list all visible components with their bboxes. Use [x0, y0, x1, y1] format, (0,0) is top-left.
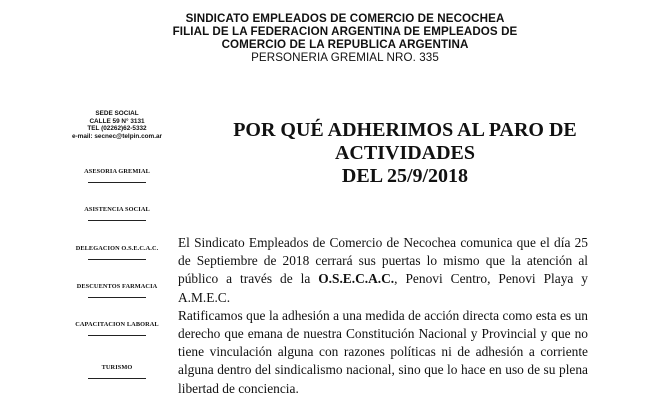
divider	[88, 378, 146, 379]
divider	[88, 259, 146, 260]
sede-email: e-mail: secnec@telpin.com.ar	[71, 132, 163, 140]
sidebar-item-label: TURISMO	[101, 364, 133, 371]
divider	[88, 335, 146, 336]
sidebar-item-label: ASESORIA GREMIAL	[84, 168, 150, 175]
document-title	[170, 119, 640, 188]
divider	[88, 182, 146, 183]
letterhead	[0, 12, 650, 64]
sidebar-item-label: CAPACITACION LABORAL	[75, 321, 159, 328]
paragraph-1-bold: O.S.E.C.A.C.	[318, 271, 395, 287]
title-line-3: DEL 25/9/2018	[341, 165, 469, 187]
title-line-1: POR QUÉ ADHERIMOS AL PARO DE	[233, 119, 577, 141]
letterhead-line-1: SINDICATO EMPLEADOS DE COMERCIO DE NECOCHEA	[185, 12, 505, 25]
paragraph-1-text-a: El Sindicato Empleados de Comercio de Necochea comunica que el día 25 de Septiembre de 2018 cerrará sus puertas lo mismo que la atención al público a través de la	[178, 235, 588, 287]
sede-phone: TEL (02262)62-5332	[87, 125, 147, 133]
paragraph-2: Ratificamos que la adhesión a una medida de acción directa como esta es un derecho que emana de nuestra Constitución Nacional y Provincial y que no tiene vinculación alguna con razones políticas ni de adhesión a corriente alguna dentro del sindicalismo nacional, sino que lo hace en uso de su plena libertad de conciencia.	[178, 307, 588, 396]
paragraph-1-text-b: , Penovi Centro, Penovi Playa y A.M.E.C.	[178, 271, 588, 305]
sede-title: SEDE SOCIAL	[95, 110, 139, 117]
title-line-2: ACTIVIDADES	[334, 142, 476, 164]
divider	[88, 297, 146, 298]
sidebar-item-farmacia	[42, 283, 192, 298]
letterhead-line-4: PERSONERIA GREMIAL NRO. 335	[251, 51, 439, 64]
sidebar-item-label: DELEGACION O.S.E.C.A.C.	[75, 245, 159, 252]
sidebar-item-turismo	[42, 364, 192, 379]
sede-address: CALLE 59 N° 3131	[89, 117, 145, 125]
letterhead-line-2: FILIAL DE LA FEDERACION ARGENTINA DE EMPLEADOS DE	[172, 25, 518, 38]
letterhead-line-3: COMERCIO DE LA REPUBLICA ARGENTINA	[221, 38, 469, 51]
paragraph-1	[178, 234, 588, 307]
sidebar-item-label: DESCUENTOS FARMACIA	[76, 283, 158, 290]
sidebar-item-asistencia	[42, 206, 192, 221]
sidebar-item-capacitacion	[42, 321, 192, 336]
document-body	[178, 234, 588, 398]
divider	[88, 220, 146, 221]
sidebar-item-delegacion	[42, 245, 192, 260]
sidebar-item-label: ASISTENCIA SOCIAL	[84, 206, 150, 213]
